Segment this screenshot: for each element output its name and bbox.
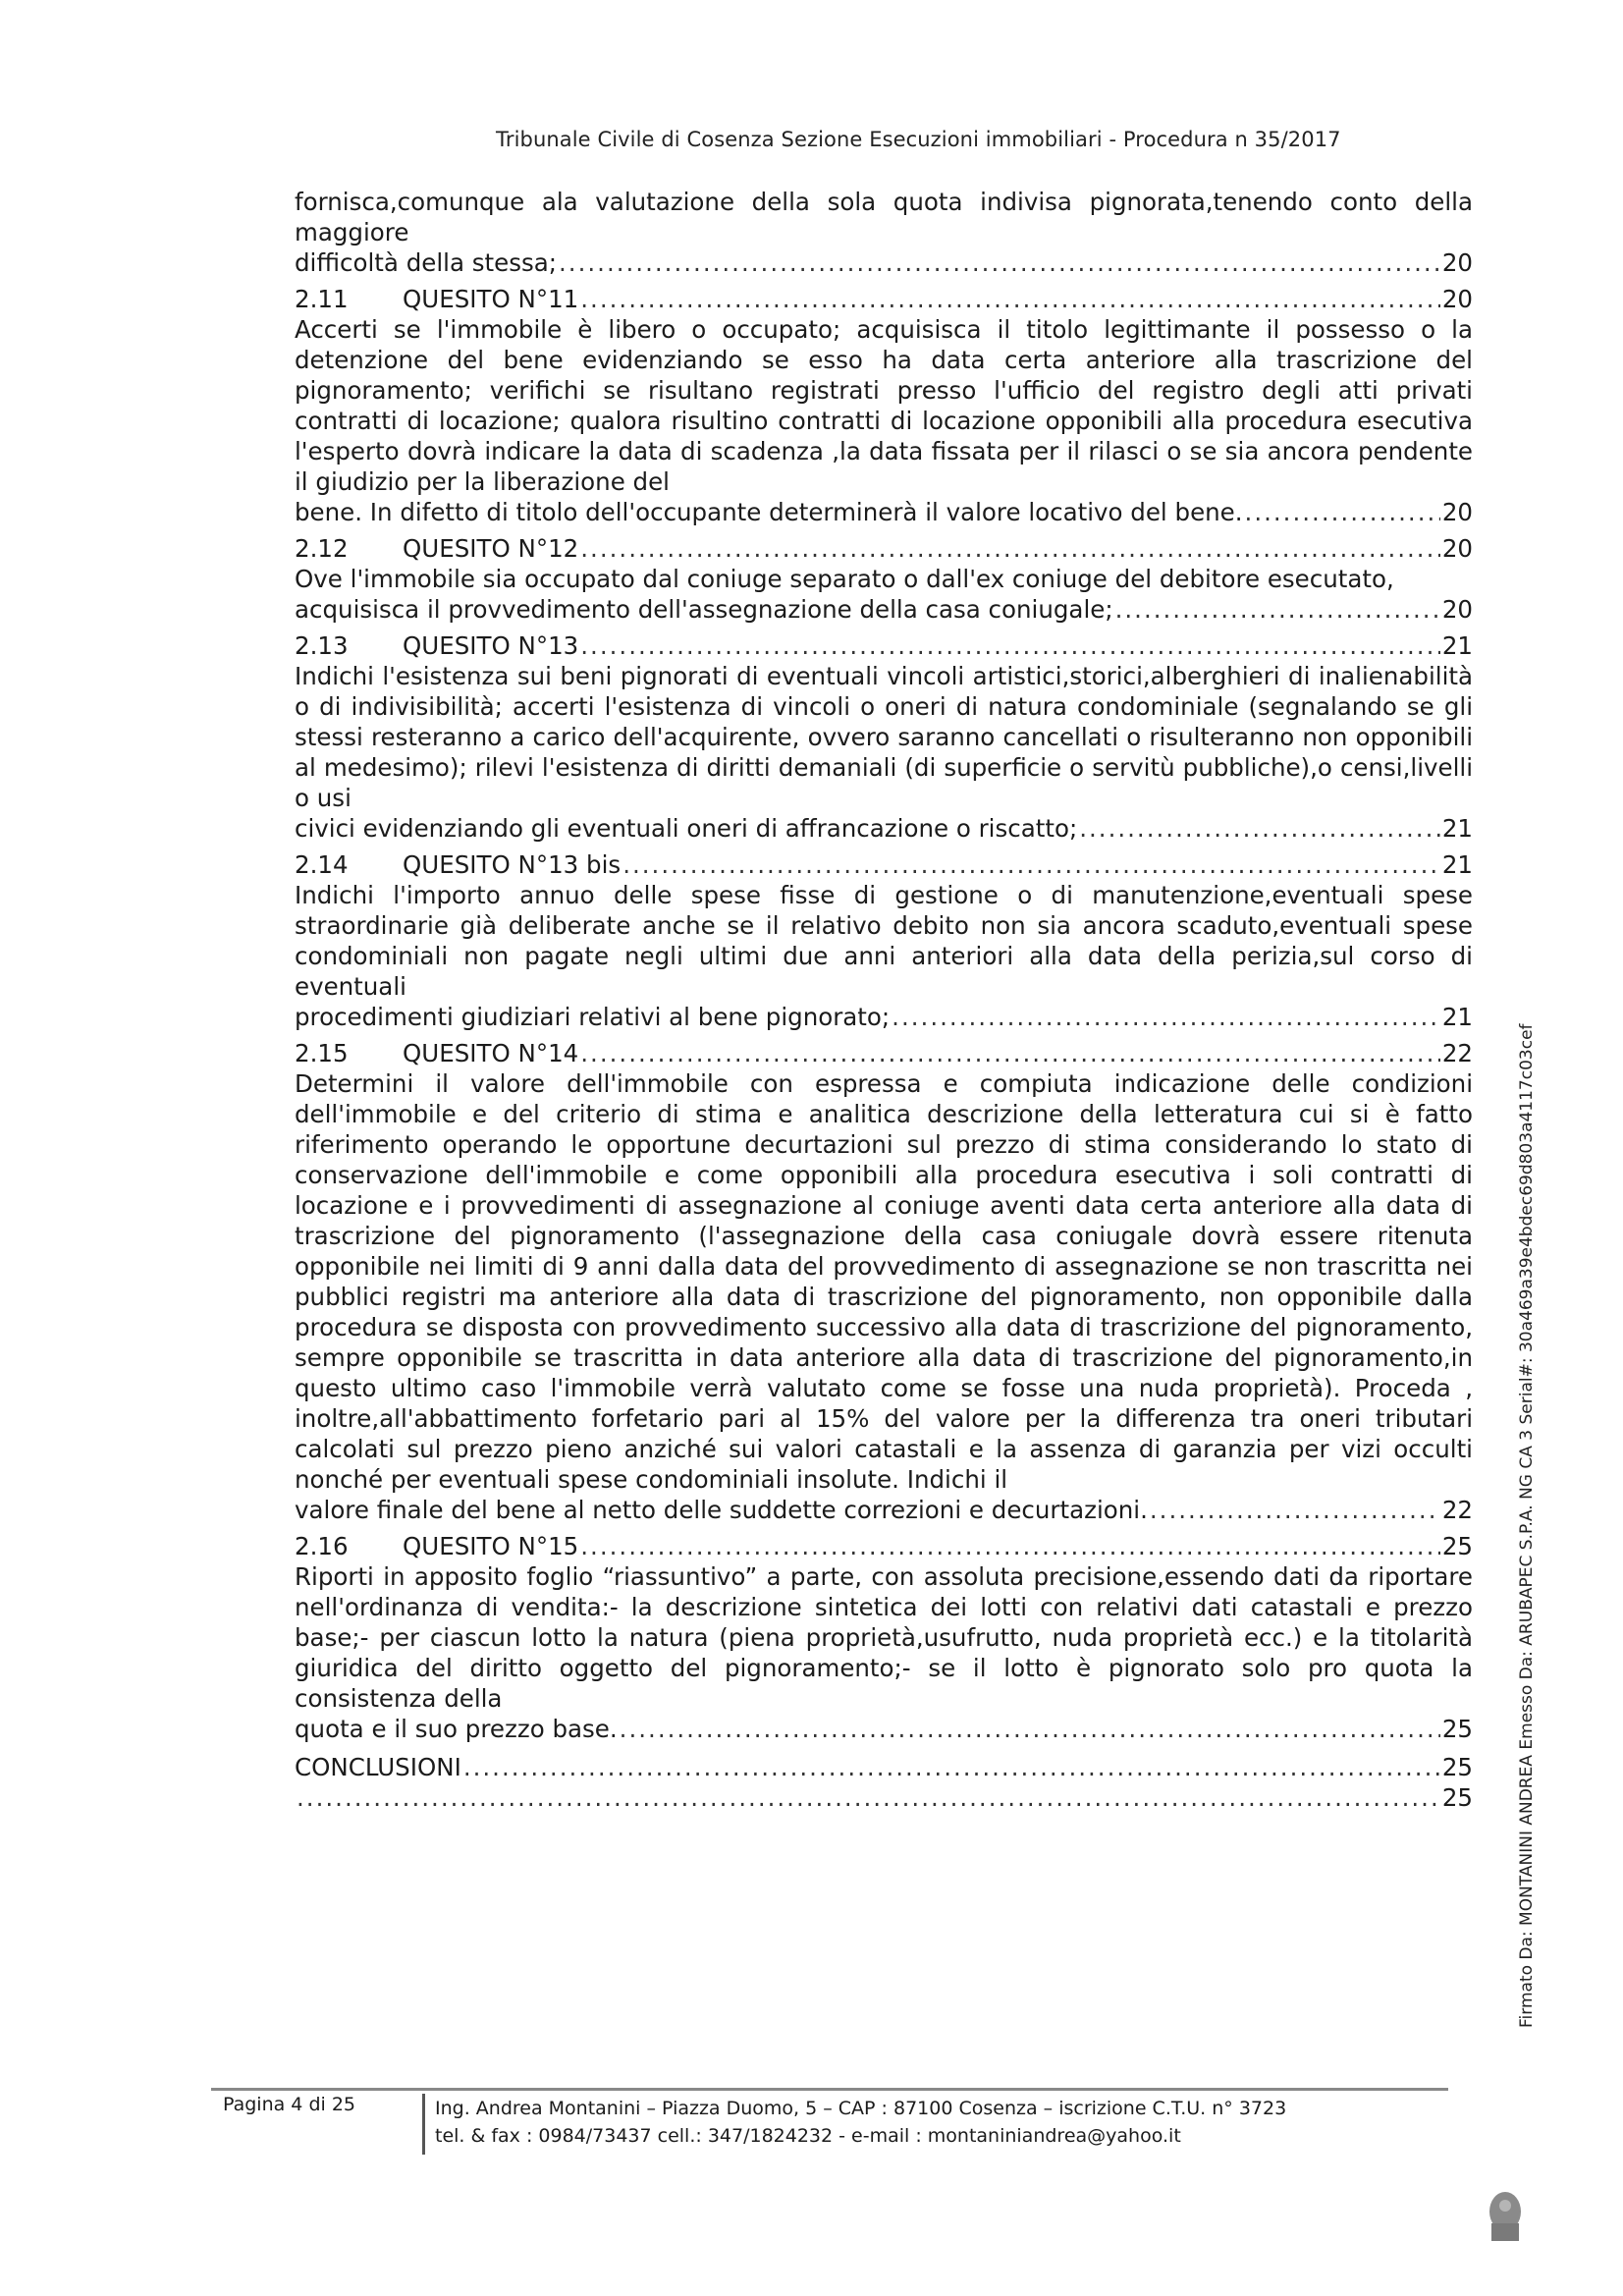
section-title: QUESITO N°13 bis [403, 850, 622, 879]
dot-leader [1245, 497, 1440, 527]
toc-section-heading [295, 1531, 1473, 1561]
dot-leader [892, 1002, 1440, 1032]
toc-entry-description [295, 187, 1473, 278]
dot-leader [559, 247, 1440, 278]
toc-page-number: 25 [1441, 1783, 1473, 1812]
section-number: 2.15 [295, 1039, 349, 1067]
document-header: Tribunale Civile di Cosenza Sezione Esecuzioni immobiliari - Procedura n 35/2017 [496, 128, 1341, 151]
page-number: Pagina 4 di 25 [223, 2094, 355, 2115]
dot-leader [622, 849, 1440, 880]
footer-contacts: tel. & fax : 0984/73437 cell.: 347/1824232 - e-mail : montaniniandrea@yahoo.it [435, 2125, 1181, 2147]
section-number: 2.14 [295, 850, 349, 879]
toc-entry-leader [295, 247, 1473, 278]
table-of-contents [295, 187, 1473, 1813]
toc-page-number: 25 [1441, 1532, 1473, 1560]
page-footer [211, 2080, 1448, 2168]
section-title: QUESITO N°14 [403, 1039, 579, 1067]
toc-section-heading [295, 849, 1473, 880]
dot-leader [580, 630, 1440, 661]
toc-entry-last-line: difficoltà della stessa; [295, 248, 557, 277]
toc-page-number: 20 [1441, 285, 1473, 313]
dot-leader [1150, 1495, 1440, 1525]
toc-page-number: 22 [1441, 1039, 1473, 1067]
toc-page-number: 20 [1441, 534, 1473, 563]
toc-entry-text: Indichi l'esistenza sui beni pignorati di eventuali vincoli artistici,storici,alberghieri di inalienabilità o di indivisibilità; accerti l'esistenza di vincoli o oneri di natura condominiale (segnalando se gli stessi resteranno a carico dell'acquirente, ovvero saranno cancellati o risulteranno non opponibili al medesimo); rilevi l'esistenza di diritti demaniali (di superficie o servitù pubbliche),o censi,livelli o usi [295, 662, 1473, 812]
section-title: QUESITO N°15 [403, 1532, 579, 1560]
dot-leader [580, 1531, 1440, 1561]
toc-entry-leader [295, 1002, 1473, 1032]
dot-leader [580, 533, 1440, 564]
toc-section-heading [295, 1038, 1473, 1068]
toc-entry-leader [295, 1495, 1473, 1525]
toc-entry-text: Ove l'immobile sia occupato dal coniuge separato o dall'ex coniuge del debitore esecutato, [295, 565, 1394, 593]
toc-page-number: 22 [1441, 1496, 1473, 1524]
toc-entry-description [295, 564, 1473, 625]
section-title: QUESITO N°11 [403, 285, 579, 313]
toc-entry-text: fornisca,comunque ala valutazione della sola quota indivisa pignorata,tenendo conto della maggiore [295, 188, 1473, 246]
toc-entry-leader [295, 594, 1473, 625]
section-number: 2.13 [295, 631, 349, 660]
toc-entry-last-line: valore finale del bene al netto delle suddette correzioni e decurtazioni. [295, 1496, 1148, 1524]
footer-divider [422, 2094, 425, 2155]
conclusions-title: CONCLUSIONI [295, 1753, 461, 1781]
signature-text: Firmato Da: MONTANINI ANDREA Emesso Da: ARUBAPEC S.P.A. NG CA 3 Serial#: 30a469a39e4bdec69d803a4117c03cef [1517, 1023, 1537, 2028]
toc-page-number: 25 [1441, 1753, 1473, 1781]
section-title: QUESITO N°12 [403, 534, 579, 563]
dot-leader [620, 1714, 1440, 1744]
toc-entry-text: Indichi l'importo annuo delle spese fisse di gestione o di manutenzione,eventuali spese straordinarie già deliberate anche se il relativo debito non sia ancora scaduto,eventuali spese condominiali non pagate negli ultimi due anni anteriori alla data della perizia,sul corso di eventuali [295, 881, 1473, 1001]
footer-rule [211, 2088, 1448, 2091]
toc-entry-description [295, 1561, 1473, 1744]
section-title: QUESITO N°13 [403, 631, 579, 660]
toc-page-number: 21 [1441, 631, 1473, 660]
toc-entry-last-line: quota e il suo prezzo base. [295, 1715, 618, 1743]
toc-entry-description [295, 314, 1473, 527]
toc-page-number: 20 [1441, 498, 1473, 526]
toc-page-number: 21 [1441, 850, 1473, 879]
toc-section-heading [295, 630, 1473, 661]
toc-entry-text: Riporti in apposito foglio “riassuntivo” a parte, con assoluta precisione,essendo dati da riportare nell'ordinanza di vendita:- la descrizione sintetica dei lotti con relativi dati catastali e prezzo base;- per ciascun lotto la natura (piena proprietà,usufrutto, nuda proprietà ecc.) e la titolarità giuridica del diritto oggetto del pignoramento;- se il lotto è pignorato solo pro quota la consistenza della [295, 1562, 1473, 1713]
section-number: 2.12 [295, 534, 349, 563]
toc-entry-leader [295, 497, 1473, 527]
toc-entry-text: Determini il valore dell'immobile con espressa e compiuta indicazione delle condizioni dell'immobile e del criterio di stima e analitica descrizione della letteratura cui si è fatto riferimento operando le opportune decurtazioni sul prezzo di stima considerando lo stato di conservazione dell'immobile e come opponibili alla procedura esecutiva i soli contratti di locazione e i provvedimenti di assegnazione al coniuge aventi data certa anteriore alla data di trascrizione del pignoramento (l'assegnazione della casa coniugale dovrà essere ritenuta opponibile nei limiti di 9 anni dalla data del provvedimento di assegnazione se non trascritta nei pubblici registri ma anteriore alla data di trascrizione del pignoramento, non opponibile dalla procedura se disposta con provvedimento successivo alla data di trascrizione del pignoramento, sempre opponibile se trascritta in data anteriore alla data di trascrizione del pignoramento,in questo ultimo caso l'immobile verrà valutato come se fosse una nuda proprietà). Proceda , inoltre,all'abbattimento forfetario pari al 15% del valore per la differenza tra oneri tributari calcolati sul prezzo pieno anziché sui valori catastali e la assenza di garanzia per vizi occulti nonché per eventuali spese condominiali insolute. Indichi il [295, 1069, 1473, 1494]
dot-leader [580, 284, 1440, 314]
toc-entry-last-line: bene. In difetto di titolo dell'occupante determinerà il valore locativo del bene. [295, 498, 1243, 526]
dot-leader [463, 1752, 1440, 1782]
dot-leader [580, 1038, 1440, 1068]
toc-entry-last-line: procedimenti giudiziari relativi al bene pignorato; [295, 1003, 891, 1031]
toc-entry-description [295, 880, 1473, 1032]
toc-section-heading [295, 284, 1473, 314]
toc-entry-last-line: acquisisca il provvedimento dell'assegnazione della casa coniugale; [295, 595, 1113, 624]
toc-page-number: 21 [1441, 814, 1473, 843]
toc-conclusions [295, 1752, 1473, 1782]
toc-entry-description [295, 661, 1473, 844]
toc-page-number: 20 [1441, 248, 1473, 277]
section-number: 2.11 [295, 285, 349, 313]
toc-conclusions-leader [295, 1782, 1473, 1813]
toc-entry-leader [295, 813, 1473, 844]
dot-leader [1115, 594, 1440, 625]
toc-page-number: 25 [1441, 1715, 1473, 1743]
toc-page-number: 21 [1441, 1003, 1473, 1031]
toc-section-heading [295, 533, 1473, 564]
toc-page-number: 20 [1441, 595, 1473, 624]
dot-leader [1079, 813, 1440, 844]
seal-icon [1483, 2188, 1528, 2247]
toc-entry-last-line: civici evidenziando gli eventuali oneri di affrancazione o riscatto; [295, 814, 1078, 843]
toc-entry-text: Accerti se l'immobile è libero o occupato; acquisisca il titolo legittimante il possesso o la detenzione del bene evidenziando se esso ha data certa anteriore alla trascrizione del pignoramento; verifichi se risultano registrati presso l'ufficio del registro degli atti privati contratti di locazione; qualora risultino contratti di locazione opponibili alla procedura esecutiva l'esperto dovrà indicare la data di scadenza ,la data fissata per il rilasci o se sia ancora pendente il giudizio per la liberazione del [295, 315, 1473, 496]
footer-address: Ing. Andrea Montanini – Piazza Duomo, 5 – CAP : 87100 Cosenza – iscrizione C.T.U. n° 3723 [435, 2098, 1287, 2119]
section-number: 2.16 [295, 1532, 349, 1560]
toc-entry-description [295, 1068, 1473, 1525]
toc-entry-leader [295, 1714, 1473, 1744]
dot-leader [297, 1782, 1440, 1813]
